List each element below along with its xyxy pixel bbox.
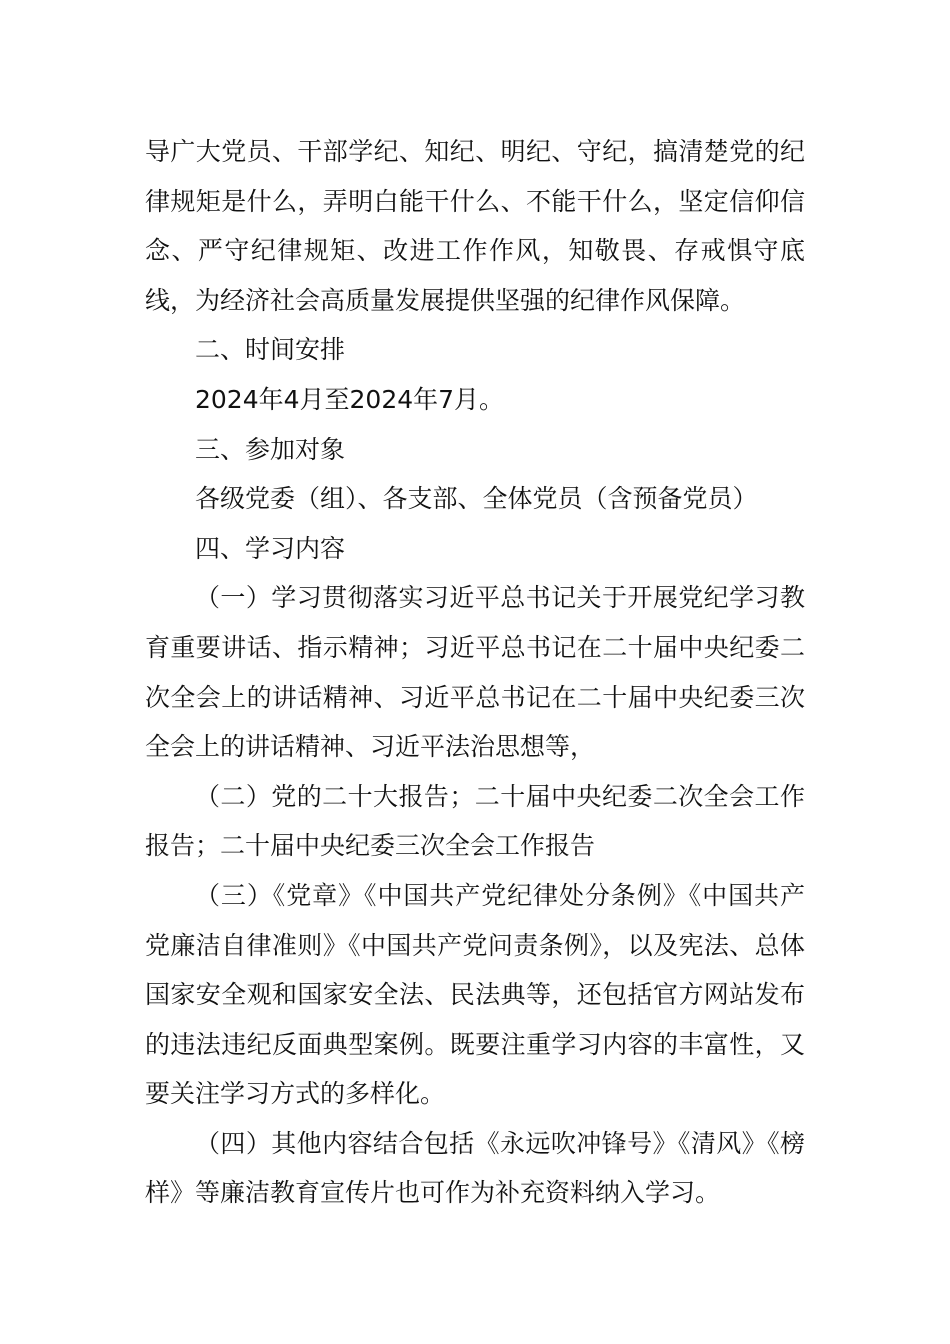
- section-heading-participants: 三、参加对象: [195, 434, 346, 464]
- paragraph-schedule-dates: 2024年4月至2024年7月。: [195, 384, 505, 414]
- paragraph-intro-continuation: 导广大党员、干部学纪、知纪、明纪、守纪，搞清楚党的纪律规矩是什么，弄明白能干什么、不能干什么，坚定信仰信念、严守纪律规矩、改进工作作风，知敬畏、存戒惧守底线，为经济社会高质量发展提供坚强的纪律作风保障。: [145, 137, 805, 315]
- paragraph-study-item-3: （三）《党章》《中国共产党纪律处分条例》《中国共产党廉洁自律准则》《中国共产党问责条例》，以及宪法、总体国家安全观和国家安全法、民法典等，还包括官方网站发布的违法违纪反面典型案例。既要注重学习内容的丰富性，又要关注学习方式的多样化。: [145, 880, 805, 1109]
- paragraph-participants: 各级党委（组）、各支部、全体党员（含预备党员）: [195, 484, 758, 514]
- section-heading-schedule: 二、时间安排: [195, 335, 346, 365]
- paragraph-study-item-2: （二）党的二十大报告；二十届中央纪委二次全会工作报告；二十届中央纪委三次全会工作报告: [145, 781, 805, 861]
- paragraph-study-item-1: （一）学习贯彻落实习近平总书记关于开展党纪学习教育重要讲话、指示精神；习近平总书记在二十届中央纪委二次全会上的讲话精神、习近平总书记在二十届中央纪委三次全会上的讲话精神、习近平法治思想等，: [145, 583, 805, 762]
- section-heading-study-content: 四、学习内容: [195, 533, 346, 563]
- document-body: [145, 127, 805, 1218]
- paragraph-study-item-4: （四）其他内容结合包括《永远吹冲锋号》《清风》《榜样》等廉洁教育宣传片也可作为补充资料纳入学习。: [145, 1128, 805, 1208]
